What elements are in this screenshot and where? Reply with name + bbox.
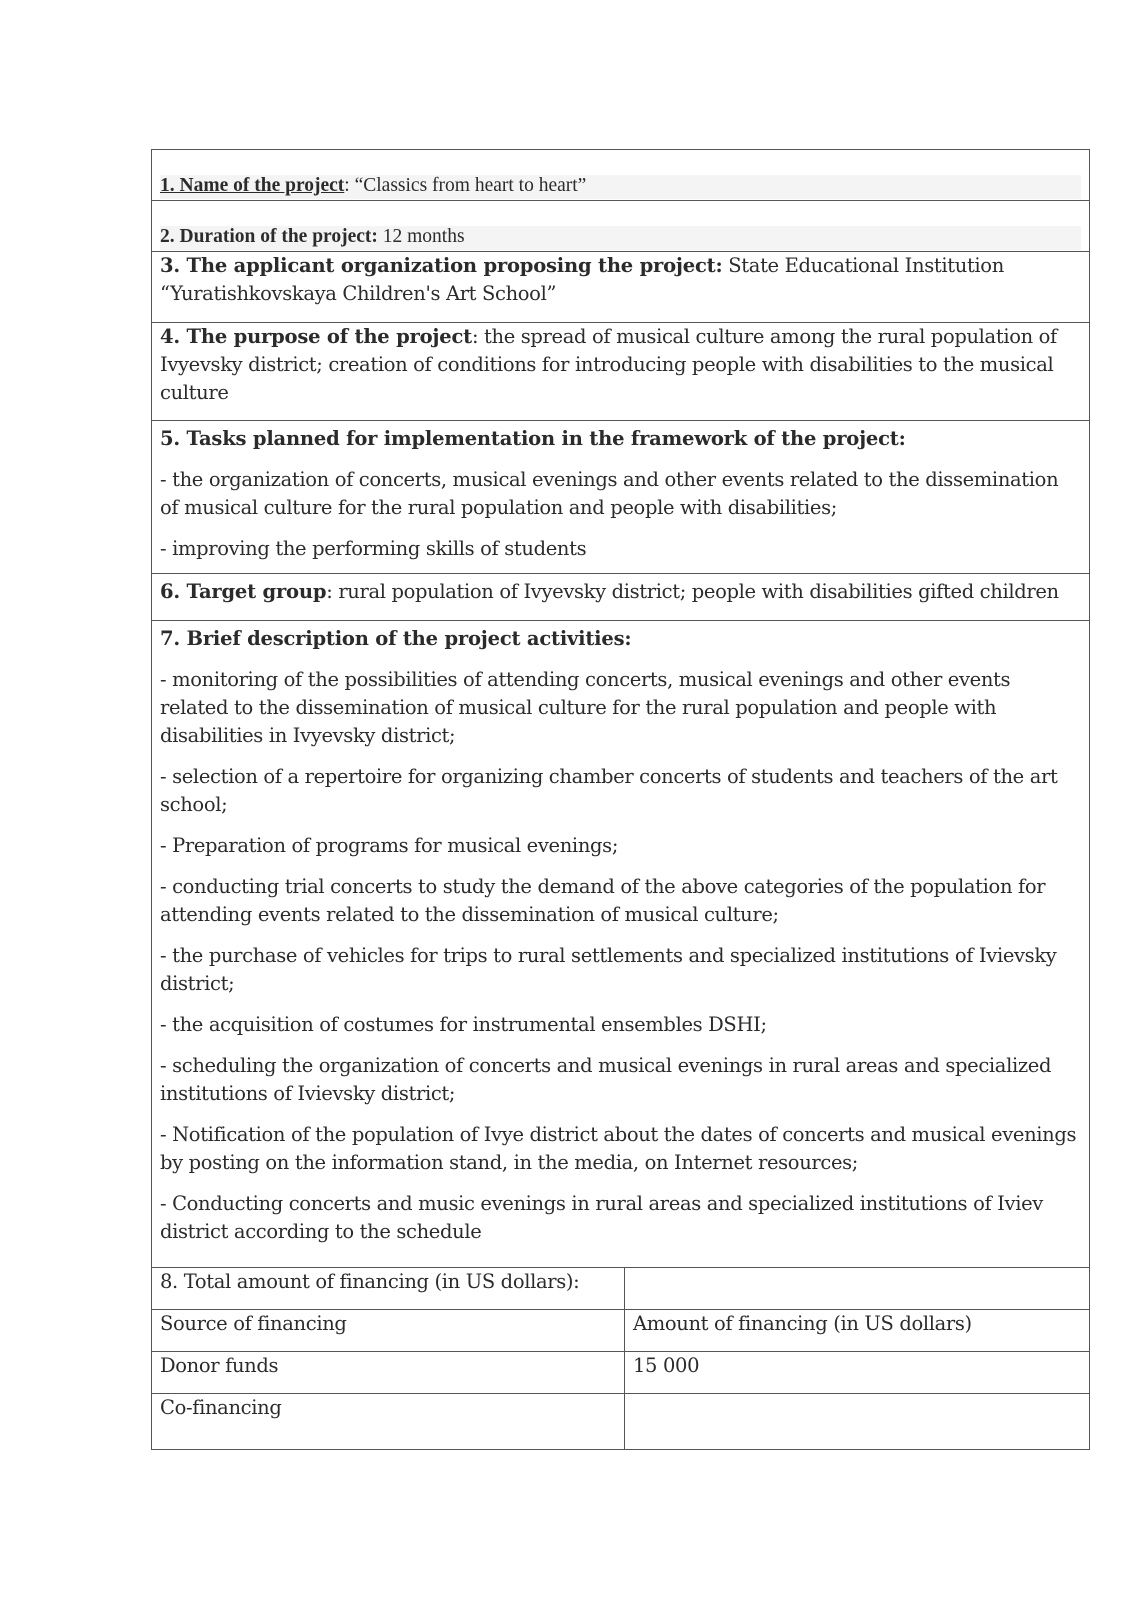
total-financing-label: 8. Total amount of financing (in US dollars): xyxy=(152,1268,625,1310)
row-project-name xyxy=(152,150,1090,201)
activity-item: - Notification of the population of Ivye district about the dates of concerts and musical evenings by posting on the information stand, in the media, on Internet resources; xyxy=(160,1123,1077,1174)
purpose-cell xyxy=(152,323,1090,421)
financing-amount-header: Amount of financing (in US dollars) xyxy=(625,1310,1090,1352)
duration-line xyxy=(160,226,1081,250)
activity-item: - selection of a repertoire for organizing chamber concerts of students and teachers of the art school; xyxy=(160,765,1058,816)
row-activities xyxy=(152,621,1090,1268)
activity-item: - scheduling the organization of concerts and musical evenings in rural areas and specialized institutions of Ivievsky district; xyxy=(160,1054,1052,1105)
tasks-heading xyxy=(160,421,1081,453)
financing-amount-cell xyxy=(625,1394,1090,1450)
activity-item: - conducting trial concerts to study the demand of the above categories of the population for attending events related to the dissemination of musical culture; xyxy=(160,875,1046,926)
task-item: - improving the performing skills of students xyxy=(160,537,587,560)
row-financing-header xyxy=(152,1310,1090,1352)
activity-item: - the acquisition of costumes for instrumental ensembles DSHI; xyxy=(160,1013,767,1036)
row-tasks xyxy=(152,421,1090,574)
applicant-value: State Educational Institution “Yuratishkovskaya Children's Art School” xyxy=(160,254,1004,305)
row-applicant xyxy=(152,252,1090,323)
activity-item: - the purchase of vehicles for trips to rural settlements and specialized institutions of Ivievsky district; xyxy=(160,944,1057,995)
project-name-value: : “Classics from heart to heart” xyxy=(344,175,587,196)
financing-source-cell: Donor funds xyxy=(152,1352,625,1394)
row-donor-funds xyxy=(152,1352,1090,1394)
duration-label: 2. Duration of the project: xyxy=(160,226,378,247)
applicant-cell xyxy=(152,252,1090,323)
tasks-label: 5. Tasks planned for implementation in the framework of the project: xyxy=(160,427,906,450)
project-summary-table xyxy=(151,149,1090,1450)
project-name-label: 1. Name of the project xyxy=(160,175,345,196)
row-total-financing xyxy=(152,1268,1090,1310)
purpose-value: : the spread of musical culture among the rural population of Ivyevsky district; creation of conditions for introducing people with disabilities to the musical culture xyxy=(160,325,1057,404)
activity-item: - Preparation of programs for musical evenings; xyxy=(160,834,619,857)
duration-cell xyxy=(152,201,1090,252)
tasks-cell xyxy=(152,421,1090,574)
row-duration xyxy=(152,201,1090,252)
purpose-label: 4. The purpose of the project xyxy=(160,325,472,348)
activity-item: - monitoring of the possibilities of attending concerts, musical evenings and other events related to the dissemination of musical culture for the rural population and people with disabilities in Ivyevsky district; xyxy=(160,668,1011,747)
target-group-value: : rural population of Ivyevsky district; people with disabilities gifted children xyxy=(326,580,1059,603)
financing-source-cell: Co-financing xyxy=(152,1394,625,1450)
task-item: - the organization of concerts, musical evenings and other events related to the dissemination of musical culture for the rural population and people with disabilities; xyxy=(160,468,1059,519)
target-group-label: 6. Target group xyxy=(160,580,327,603)
activities-label: 7. Brief description of the project activities: xyxy=(160,627,632,650)
activity-item: - Conducting concerts and music evenings in rural areas and specialized institutions of Iviev district according to the schedule xyxy=(160,1192,1043,1243)
applicant-label: 3. The applicant organization proposing the project: xyxy=(160,254,723,277)
duration-value: 12 months xyxy=(377,226,465,247)
row-purpose xyxy=(152,323,1090,421)
activities-heading xyxy=(160,621,1081,653)
row-co-financing xyxy=(152,1394,1090,1450)
financing-source-header: Source of financing xyxy=(152,1310,625,1352)
row-target-group xyxy=(152,574,1090,621)
total-financing-value xyxy=(625,1268,1090,1310)
project-name-cell xyxy=(152,150,1090,201)
project-name-line xyxy=(160,175,1081,199)
activities-cell xyxy=(152,621,1090,1268)
financing-amount-cell: 15 000 xyxy=(625,1352,1090,1394)
target-group-cell xyxy=(152,574,1090,621)
